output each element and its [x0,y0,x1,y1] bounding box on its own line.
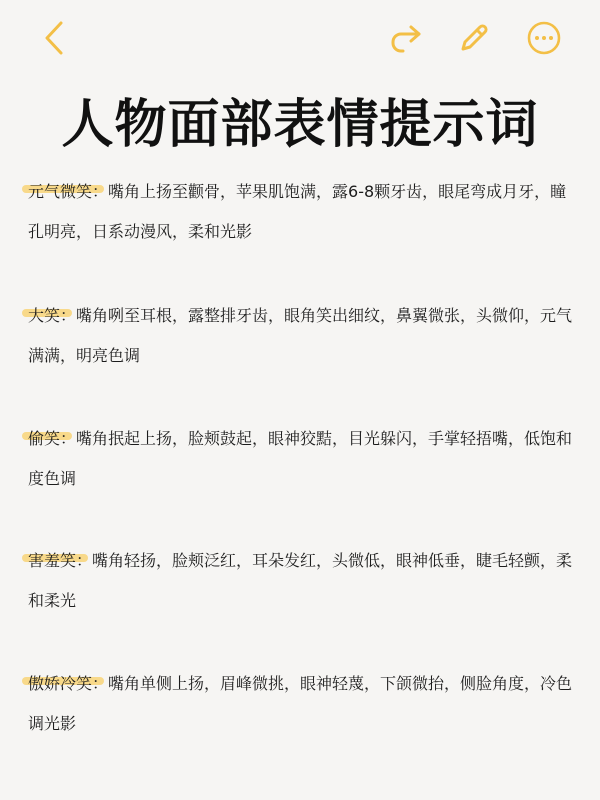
expression-description: 嘴角轻扬，脸颊泛红，耳朵发红，头微低，眼神低垂，睫毛轻颤，柔和柔光 [28,551,573,610]
more-dots-icon [526,20,562,56]
expression-term-label: 害羞笑： [28,551,93,570]
expression-term [28,429,76,448]
expression-term [28,551,92,570]
more-button[interactable] [524,18,564,58]
edit-button[interactable] [454,18,494,58]
back-button[interactable] [34,18,74,58]
expression-term-label: 大笑： [28,306,77,325]
expression-entry [28,664,580,744]
chevron-left-icon [42,20,66,56]
pencil-icon [457,21,491,55]
expression-description: 嘴角上扬至颧骨，苹果肌饱满，露6-8颗牙齿，眼尾弯成月牙，瞳孔明亮，日系动漫风，柔和光影 [28,182,567,241]
page-title: 人物面部表情提示词 [61,95,539,155]
expression-term [28,674,108,693]
expression-term [28,306,76,325]
expression-term-label: 傲娇冷笑： [28,674,109,693]
expression-entry [28,419,580,499]
expression-entry [28,172,580,252]
redo-button[interactable] [386,18,426,58]
expression-entry [28,541,580,621]
top-toolbar [0,0,600,80]
expression-term-label: 元气微笑： [28,182,109,201]
expression-term-label: 偷笑： [28,429,77,448]
expression-term [28,182,108,201]
expression-entry [28,296,580,376]
expression-description: 嘴角抿起上扬，脸颊鼓起，眼神狡黠，目光躲闪，手掌轻捂嘴，低饱和度色调 [28,429,573,488]
expression-description: 嘴角单侧上扬，眉峰微挑，眼神轻蔑，下颌微抬，侧脸角度，冷色调光影 [28,674,573,733]
redo-arrow-icon [389,23,423,53]
expression-description: 嘴角咧至耳根，露整排牙齿，眼角笑出细纹，鼻翼微张，头微仰，元气满满，明亮色调 [28,306,573,365]
